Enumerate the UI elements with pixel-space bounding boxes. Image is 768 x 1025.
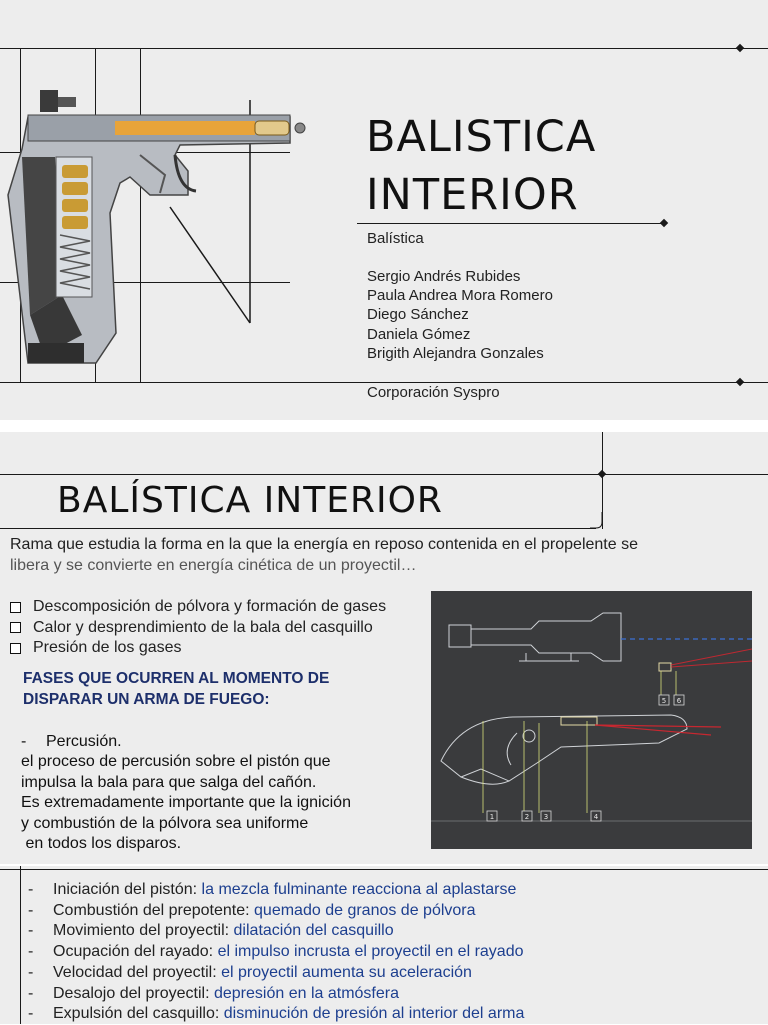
phases-heading-line1: FASES QUE OCURREN AL MOMENTO DE [23, 670, 330, 687]
decorative-line [0, 869, 768, 870]
phase-description: dilatación del casquillo [233, 922, 394, 940]
phase-label: Desalojo del proyectil: [53, 984, 210, 1002]
body-text-line: en todos los disparos. [21, 835, 182, 852]
list-item: - Desalojo del proyectil: depresión en la atmósfera [28, 984, 399, 1002]
phase-description: el impulso incrusta el proyectil en el rayado [217, 943, 524, 961]
phase-description: la mezcla fulminante reacciona al aplastarse [201, 881, 517, 898]
subject-label: Balística [367, 230, 424, 247]
author-name: Paula Andrea Mora Romero [367, 287, 553, 304]
diagram-marker: 2 [524, 813, 530, 821]
slide-title: BALÍSTICA INTERIOR [57, 480, 443, 521]
main-title-line2: INTERIOR [366, 170, 579, 220]
phase-label: Combustión del prepotente: [53, 901, 250, 919]
phase-label: Iniciación del pistón: [53, 881, 198, 898]
list-item-text: Calor y desprendimiento de la bala del casquillo [33, 618, 373, 636]
author-name: Brigith Alejandra Gonzales [367, 345, 544, 362]
intro-text: libera y se convierte en energía cinética de un proyectil… [10, 557, 417, 574]
body-text-line: el proceso de percusión sobre el pistón que [21, 753, 331, 770]
list-item: - Velocidad del proyectil: el proyectil aumenta su aceleración [28, 963, 472, 981]
rifle-sketch-drawing [431, 591, 752, 849]
body-text-line: impulsa la bala para que salga del cañón. [21, 774, 317, 791]
phases-list [28, 880, 524, 1025]
phases-heading [23, 669, 383, 710]
title-slide [0, 0, 768, 420]
diagram-marker: 6 [676, 697, 682, 705]
list-item-text: Descomposición de pólvora y formación de gases [33, 598, 387, 615]
author-name: Daniela Gómez [367, 326, 471, 343]
body-text-line: y combustión de la pólvora sea uniforme [21, 815, 309, 832]
decorative-diamond [598, 470, 606, 478]
decorative-line [0, 48, 768, 49]
list-item: - Iniciación del pistón: la mezcla fulminante reacciona al aplastarse [28, 881, 517, 898]
phase-label: Ocupación del rayado: [53, 943, 214, 961]
decorative-diamond [736, 44, 744, 52]
list-item-text: Presión de los gases [33, 639, 182, 656]
list-item: - Combustión del prepotente: quemado de granos de pólvora [28, 901, 476, 919]
title-underline [357, 223, 662, 224]
phase-description: disminución de presión al interior del arma [223, 1005, 525, 1023]
decorative-diamond [736, 378, 744, 386]
main-title [366, 108, 666, 224]
main-title-line1: BALISTICA [366, 112, 597, 162]
list-item: - Ocupación del rayado: el impulso incrusta el proyectil en el rayado [28, 943, 524, 961]
decorative-line [20, 866, 21, 1024]
intro-text: Rama que estudia la forma en la que la energía en reposo contenida en el propelente se [10, 536, 638, 553]
checkbox-bullet-icon [10, 622, 21, 633]
pistol-cutaway-image [0, 85, 320, 370]
decorative-line [0, 528, 596, 529]
list-item [10, 597, 386, 618]
list-item [10, 638, 386, 659]
checkbox-bullet-icon [10, 602, 21, 613]
diagram-marker: 1 [489, 813, 495, 821]
phase-label: Expulsión del casquillo: [53, 1005, 220, 1023]
percussion-dash: - [21, 733, 27, 750]
checkbox-bullet-icon [10, 643, 21, 654]
rifle-sketch-photo [431, 591, 752, 849]
decorative-line [0, 474, 768, 475]
decorative-diamond [660, 219, 668, 227]
author-name: Sergio Andrés Rubides [367, 268, 521, 285]
phase-description: quemado de granos de pólvora [254, 901, 476, 919]
decorative-line [0, 382, 768, 383]
organization-name: Corporación Syspro [367, 384, 500, 401]
diagram-marker: 3 [543, 813, 549, 821]
phase-description: depresión en la atmósfera [213, 984, 399, 1002]
diagram-marker: 4 [593, 813, 599, 821]
bullet-list [10, 597, 386, 659]
phase-label: Movimiento del proyectil: [53, 922, 230, 940]
list-item: - Movimiento del proyectil: dilatación del casquillo [28, 922, 394, 940]
author-name: Diego Sánchez [367, 306, 469, 323]
diagram-marker: 5 [661, 697, 667, 705]
list-item: - Expulsión del casquillo: disminución de presión al interior del arma [28, 1005, 525, 1023]
body-text-line: Es extremadamente importante que la ignición [21, 794, 351, 811]
phase-label: Velocidad del proyectil: [53, 963, 217, 981]
list-item [10, 618, 386, 639]
phases-heading-line2: DISPARAR UN ARMA DE FUEGO: [23, 690, 270, 708]
percussion-label: Percusión. [46, 733, 122, 750]
phase-description: el proyectil aumenta su aceleración [221, 963, 472, 981]
